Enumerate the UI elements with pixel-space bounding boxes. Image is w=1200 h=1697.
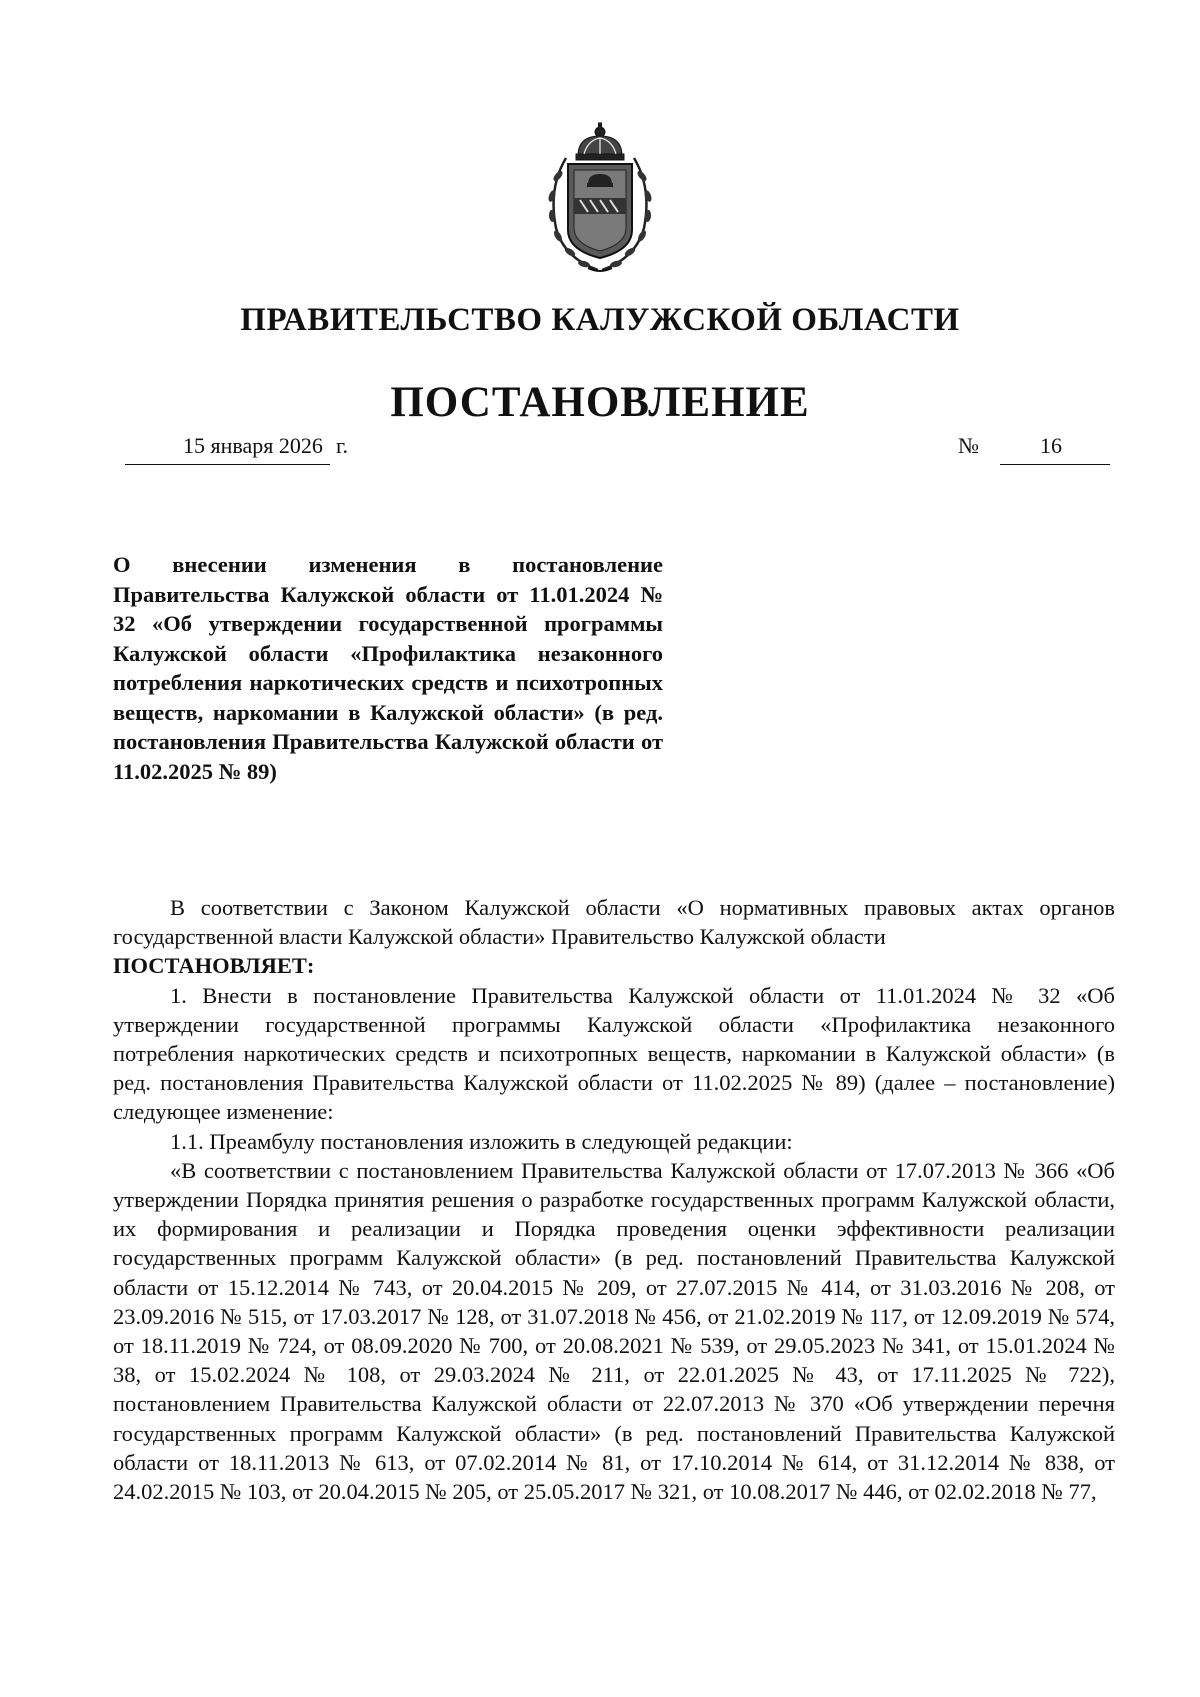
document-type-heading: ПОСТАНОВЛЕНИЕ — [390, 379, 810, 426]
decree-line — [113, 951, 1115, 980]
intro-text: В соответствии с Законом Калужской области «О нормативных правовых актах органов государственной власти Калужской области» Правительство Калужской области — [113, 895, 1115, 950]
document-body — [113, 893, 1115, 1506]
paragraph-preamble-quote: «В соответствии с постановлением Правительства Калужской области от 17.07.2013 № 366 «Об утверждении Порядка принятия решения о разработке государственных программ Калужской области, их формирования и реализации и Порядка проведения оценки эффективности реализации государственных программ Калужской области» (в ред. постановлений Правительства Калужской области от 15.12.2014 № 743, от 20.04.2015 № 209, от 27.07.2015 № 414, от 31.03.2016 № 208, от 23.09.2016 № 515, от 17.03.2017 № 128, от 31.07.2018 № 456, от 21.02.2019 № 117, от 12.09.2019 № 574, от 18.11.2019 № 724, от 08.09.2020 № 700, от 20.08.2021 № 539, от 29.05.2023 № 341, от 15.01.2024 № 38, от 15.02.2024 № 108, от 29.03.2024 № 211, от 22.01.2025 № 43, от 17.11.2025 № 722), постановлением Правительства Калужской области от 22.07.2013 № 370 «Об утверждении перечня государственных программ Калужской области» (в ред. постановлений Правительства Калужской области от 18.11.2013 № 613, от 07.02.2014 № 81, от 17.10.2014 № 614, от 31.12.2014 № 838, от 24.02.2015 № 103, от 20.04.2015 № 205, от 25.05.2017 № 321, от 10.08.2017 № 446, от 02.02.2018 № 77, — [113, 1157, 1115, 1505]
paragraph-1: 1. Внести в постановление Правительства Калужской области от 11.01.2024 № 32 «Об утверждении государственной программы Калужской области «Профилактика незаконного потребления наркотических средств и психотропных веществ, наркомании в Калужской области» (в ред. постановления Правительства Калужской области от 11.02.2025 № 89) (далее – постановление) следующее изменение: — [113, 982, 1115, 1125]
date-suffix: г. — [336, 433, 349, 458]
document-date: 15 января 2026 — [183, 433, 323, 458]
document-subject: О внесении изменения в постановление Правительства Калужской области от 11.01.2024 № 32 «Об утверждении государственной программы Калужской области «Профилактика незаконного потребления наркотических средств и психотропных веществ, наркомании в Калужской области» (в ред. постановления Правительства Калужской области от 11.02.2025 № 89) — [113, 552, 663, 784]
document-number: 16 — [1040, 433, 1062, 458]
number-label: № — [958, 433, 979, 458]
government-title: ПРАВИТЕЛЬСТВО КАЛУЖСКОЙ ОБЛАСТИ — [240, 302, 960, 338]
paragraph-1-1: 1.1. Преамбулу постановления изложить в следующей редакции: — [170, 1128, 793, 1154]
coat-of-arms-icon — [538, 118, 662, 276]
intro-paragraph — [113, 893, 1115, 951]
decree-word: ПОСТАНОВЛЯЕТ: — [113, 953, 315, 979]
